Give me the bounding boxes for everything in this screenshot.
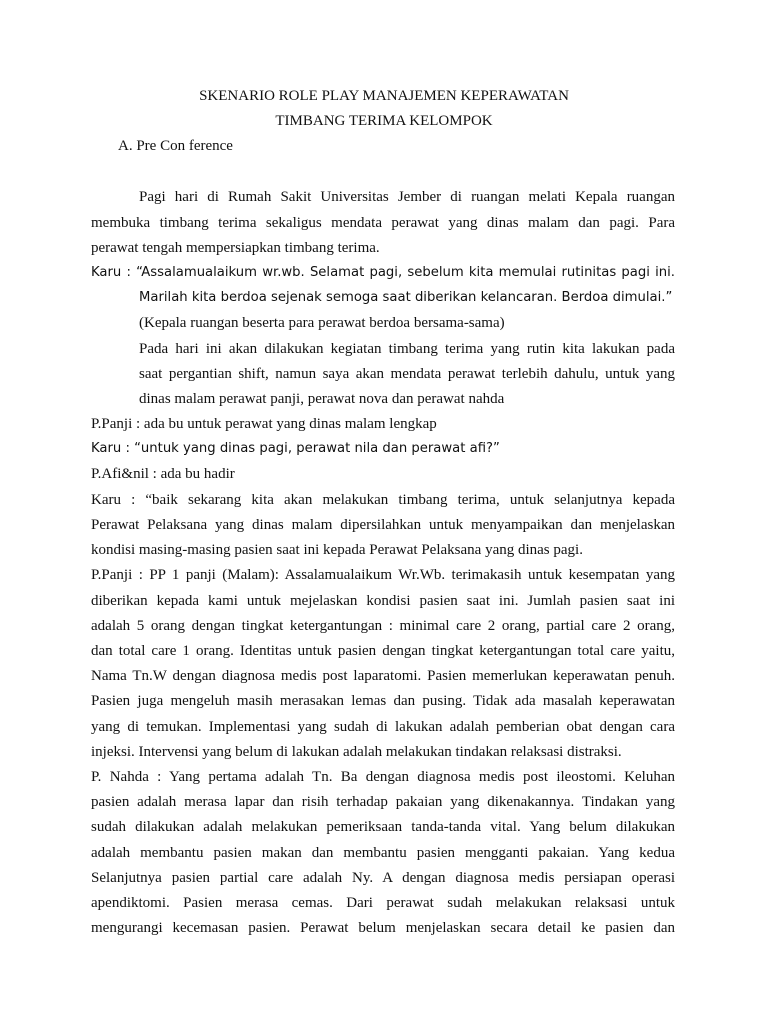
dialogue-line: kondisi masing-masing pasien saat ini kepada Perawat Pelaksana yang dinas pagi. [91,542,583,558]
document-subtitle: TIMBANG TERIMA KELOMPOK [275,113,493,129]
dialogue-line: diberikan kepada kami untuk mejelaskan kondisi pasien saat ini. Jumlah pasien saat ini [91,593,675,609]
dialogue-line: P.Afi&nil : ada bu hadir [91,466,235,482]
dialogue-line: adalah membantu pasien makan dan membantu pasien mengganti pakaian. Yang kedua [91,845,675,861]
dialogue-line: Karu : “Assalamualaikum wr.wb. Selamat pagi, sebelum kita memulai rutinitas pagi ini. [91,265,675,280]
dialogue-line: P.Panji : ada bu untuk perawat yang dinas malam lengkap [91,416,437,432]
dialogue-line: Karu : “baik sekarang kita akan melakukan timbang terima, untuk selanjutnya kepada [91,492,675,508]
document-title: SKENARIO ROLE PLAY MANAJEMEN KEPERAWATAN [199,88,569,104]
dialogue-line: Selanjutnya pasien partial care adalah Ny. A dengan diagnosa medis persiapan operasi [91,870,675,886]
dialogue-line: Pasien juga mengeluh masih merasakan lemas dan pusing. Tidak ada masalah keperawatan [91,693,675,709]
dialogue-line: P. Nahda : Yang pertama adalah Tn. Ba dengan diagnosa medis post ileostomi. Keluhan [91,769,675,785]
dialogue-line: Pada hari ini akan dilakukan kegiatan timbang terima yang rutin kita lakukan pada [139,341,675,357]
paragraph-line: Pagi hari di Rumah Sakit Universitas Jember di ruangan melati Kepala ruangan [139,189,675,205]
dialogue-line: adalah 5 orang dengan tingkat ketergantungan : minimal care 2 orang, partial care 2 orang, [91,618,675,634]
dialogue-line: saat pergantian shift, namun saya akan mendata perawat terlebih dahulu, untuk yang [139,366,675,382]
dialogue-line: apendiktomi. Pasien merasa cemas. Dari perawat sudah melakukan relaksasi untuk [91,895,675,911]
paragraph-line: perawat tengah mempersiapkan timbang terima. [91,240,380,256]
dialogue-line: Karu : “untuk yang dinas pagi, perawat nila dan perawat afi?” [91,441,500,456]
section-heading: A. Pre Con ference [118,138,233,154]
dialogue-line: dinas malam perawat panji, perawat nova dan perawat nahda [139,391,505,407]
dialogue-line: Perawat Pelaksana yang dinas malam dipersilahkan untuk menyampaikan dan menjelaskan [91,517,675,533]
dialogue-line: yang di temukan. Implementasi yang sudah di lakukan adalah pemberian obat dengan cara [91,719,675,735]
dialogue-line: mengurangi kecemasan pasien. Perawat belum menjelaskan secara detail ke pasien dan [91,920,675,936]
dialogue-line: dan total care 1 orang. Identitas untuk pasien dengan tingkat ketergantungan total care yaitu, [91,643,675,659]
dialogue-line: P.Panji : PP 1 panji (Malam): Assalamualaikum Wr.Wb. terimakasih untuk kesempatan yang [91,567,675,583]
dialogue-line: pasien adalah merasa lapar dan risih terhadap pakaian yang dikenakannya. Tindakan yang [91,794,675,810]
dialogue-line: Marilah kita berdoa sejenak semoga saat diberikan kelancaran. Berdoa dimulai.” [139,290,673,305]
dialogue-line: Nama Tn.W dengan diagnosa medis post laparatomi. Pasien memerlukan keperawatan penuh. [91,668,675,684]
paragraph-line: membuka timbang terima sekaligus mendata perawat yang dinas malam dan pagi. Para [91,215,675,231]
dialogue-line: injeksi. Intervensi yang belum di lakukan adalah melakukan tindakan relaksasi distraksi. [91,744,622,760]
dialogue-line: sudah dilakukan adalah melakukan pemeriksaan tanda-tanda vital. Yang belum dilakukan [91,819,675,835]
stage-direction: (Kepala ruangan beserta para perawat berdoa bersama-sama) [139,315,505,331]
